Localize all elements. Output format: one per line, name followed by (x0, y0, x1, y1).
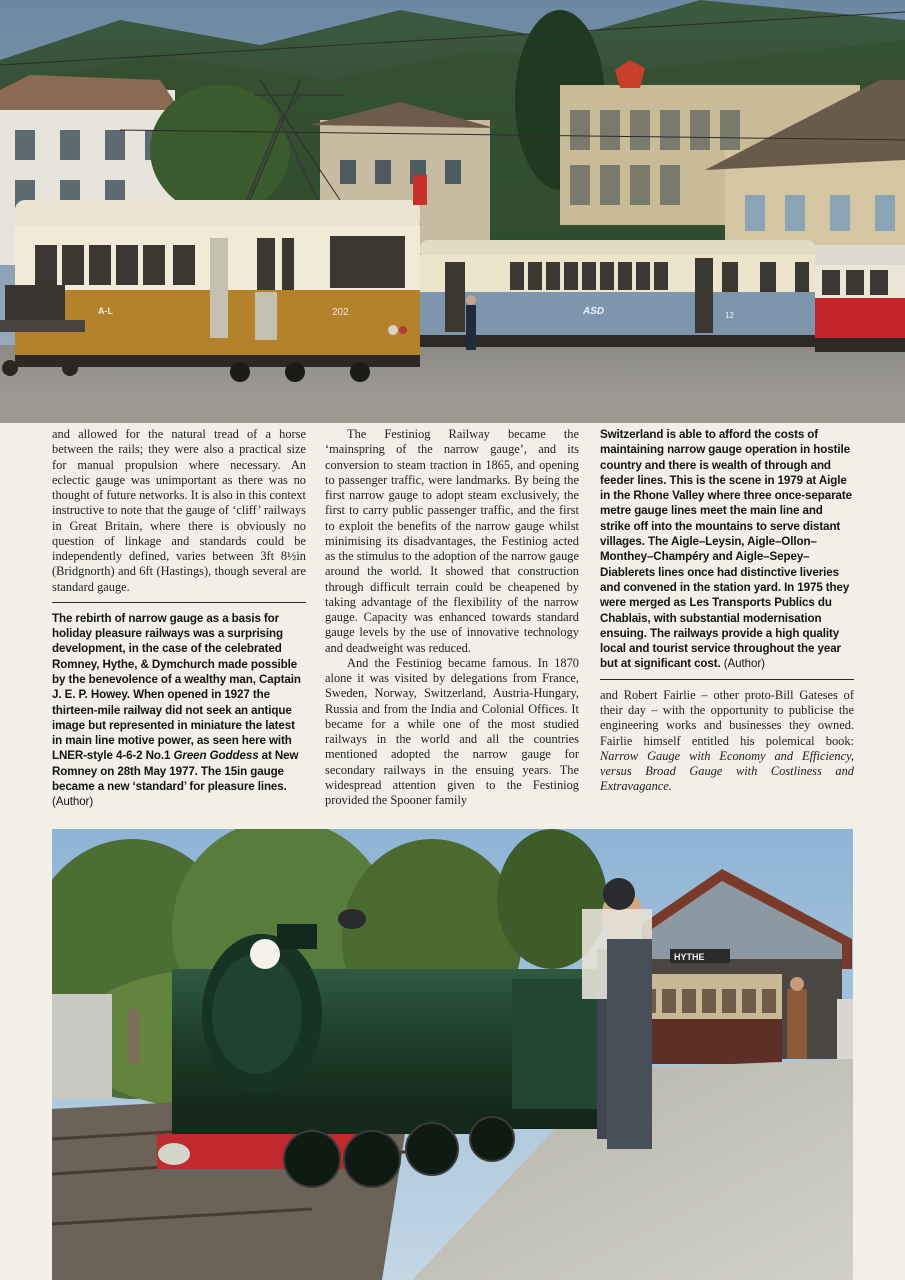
column-1 (52, 427, 306, 810)
column-2 (325, 427, 579, 808)
caption-divider (52, 602, 306, 603)
caption-text: The rebirth of narrow gauge as a basis for holiday pleasure railways was a surprising development, in the case of the celebrated Romney, Hythe, & Dymchurch made possible by the benevolence of a wealthy man, Captain J. E. P. Howey. When opened in 1927 the thirteen-mile railway did not seek an antique image but represented in miniature the latest in main line motive power, as seen here with LNER-style 4-6-2 No.1 (52, 611, 301, 763)
column-3 (600, 427, 854, 795)
tram-left-number: 202 (332, 307, 349, 318)
caption-aigle (600, 427, 854, 672)
caption-credit: (Author) (52, 795, 94, 809)
tram-right-lettering: ASD (583, 306, 605, 317)
photo-aigle-trams (0, 0, 905, 423)
tram-left-lettering: A-L (98, 306, 113, 316)
caption-romney-hythe (52, 611, 306, 810)
photo-green-goddess (52, 829, 853, 1280)
caption-text: at New Romney on 28th May 1977. The 15in gauge became a new ‘standard’ for pleasure lines. (52, 749, 299, 794)
paragraph-text: and Robert Fairlie – other proto-Bill Gateses of their day – with the opportunity to publicise the engineering works and businesses they owned. Fairlie himself entitled his polemical book: (600, 687, 854, 748)
body-text-col3 (600, 688, 854, 795)
caption-text: Switzerland is able to afford the costs of maintaining narrow gauge operation in hostile country and there is wealth of through and feeder lines. This is the scene in 1979 at Aigle in the Rhone Valley where three once-separate metre gauge lines meet the main line and strike off into the mountains to serve distant villages. The Aigle–Leysin, Aigle–Ollon–Monthey–Champéry and Aigle–Sepey–Diablerets lines once had distinctive liveries and convened in the station yard. In 1975 they were merged as Les Transports Publics du Chablais, with substantial modernisation ensuing. The railways provide a high quality local and tourist service throughout the year but at significant cost. (600, 428, 852, 671)
caption-locomotive-name: Green Goddess (173, 749, 259, 763)
tram-right-number: 12 (725, 311, 734, 320)
caption-divider (600, 679, 854, 680)
body-text-col2 (325, 427, 579, 808)
paragraph: And the Festiniog became famous. In 1870 alone it was visited by delegations from France, Sweden, Norway, Switzerland, Austria-Hungary, Russia and from the India and Colonial Offices. It became for a while one of the most studied railways in the world and all the countries mentioned adopted the narrow gauge for secondary railways in the ensuing years. The widespread attention given to the Festiniog provided the Spooner family (325, 655, 579, 807)
paragraph: The Festiniog Railway became the ‘mainspring of the narrow gauge’, and its conversion to steam traction in 1865, and opening to passenger traffic, were landmarks. By being the first narrow gauge to adopt steam exclusively, the first to carry public passenger traffic, and the first to exploit the benefits of the narrow gauge whilst minimising its disadvantages, the Festiniog acted as the stimulus to the adoption of the narrow gauge around the world. It showed that construction through difficult terrain could be cheapened by taking advantage of the flexibility of the narrow gauge. Capacity was enhanced towards standard gauge levels by the use of innovative technology and deadweight was reduced. (325, 427, 579, 655)
station-sign: HYTHE (674, 952, 705, 962)
paragraph: and allowed for the natural tread of a horse between the rails; they were also a practical size for manual propulsion where necessary. An eclectic gauge was unimportant as there was no thought of future networks. It is also in this context instructive to note that the gauge of ‘cliff’ railways in Great Britain, where there is obviously no question of linkage and standards could be independently defined, varies between 3ft 8½in (Bridgnorth) and 6ft (Hastings), though several are standard gauge. (52, 427, 306, 594)
book-title: Narrow Gauge with Economy and Efficiency, versus Broad Gauge with Costliness and Extravagance. (600, 748, 854, 794)
paragraph (600, 688, 854, 795)
body-text-col1 (52, 427, 306, 595)
caption-credit: (Author) (723, 657, 765, 671)
